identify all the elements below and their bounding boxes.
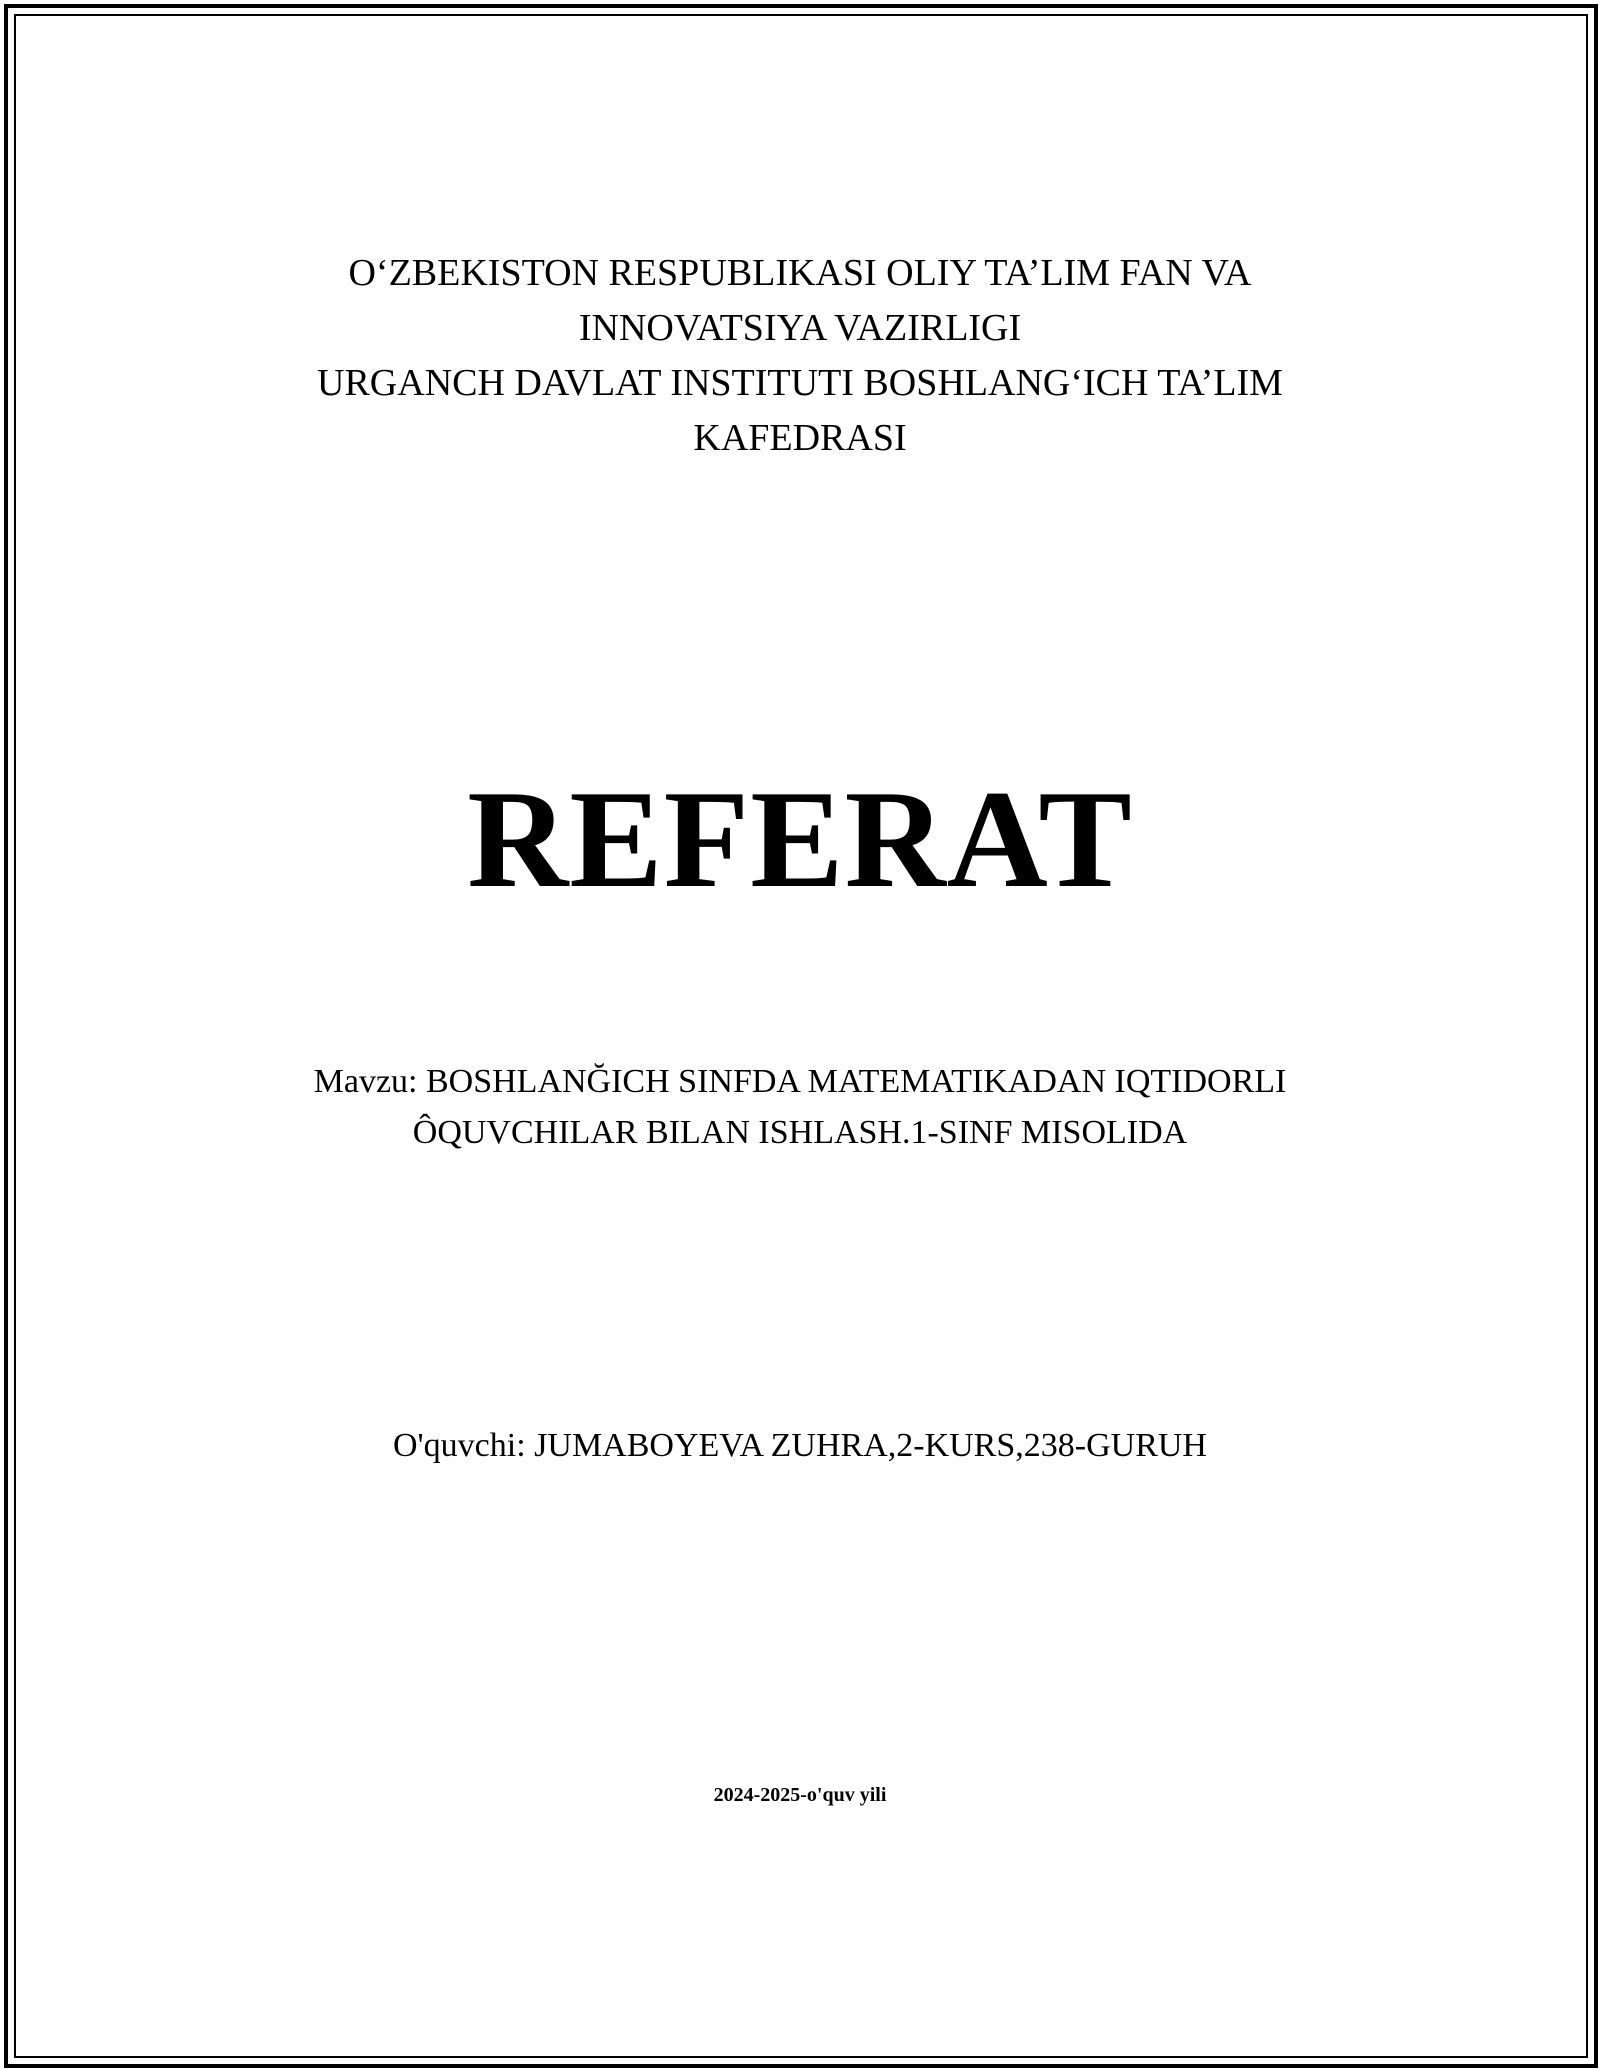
header-line-3: URGANCH DAVLAT INSTITUTI BOSHLANG‘ICH TA’LIM bbox=[317, 362, 1283, 404]
header-line-2: INNOVATSIYA VAZIRLIGI bbox=[578, 307, 1022, 349]
topic bbox=[0, 1056, 1600, 1158]
student-info: O'quvchi: JUMABOYEVA ZUHRA,2-KURS,238-GURUH bbox=[393, 1427, 1207, 1464]
topic-line-1: Mavzu: BOSHLANĞICH SINFDA MATEMATIKADAN IQTIDORLI bbox=[313, 1063, 1287, 1100]
academic-year: 2024-2025-o'quv yili bbox=[713, 1784, 887, 1806]
header-line-1: O‘ZBEKISTON RESPUBLIKASI OLIY TA’LIM FAN VA bbox=[348, 252, 1252, 294]
ministry-header bbox=[0, 246, 1600, 466]
header-line-4: KAFEDRASI bbox=[693, 417, 907, 459]
topic-line-2: ÔQUVCHILAR BILAN ISHLASH.1-SINF MISOLIDA bbox=[412, 1114, 1188, 1151]
document-title: REFERAT bbox=[467, 762, 1133, 917]
